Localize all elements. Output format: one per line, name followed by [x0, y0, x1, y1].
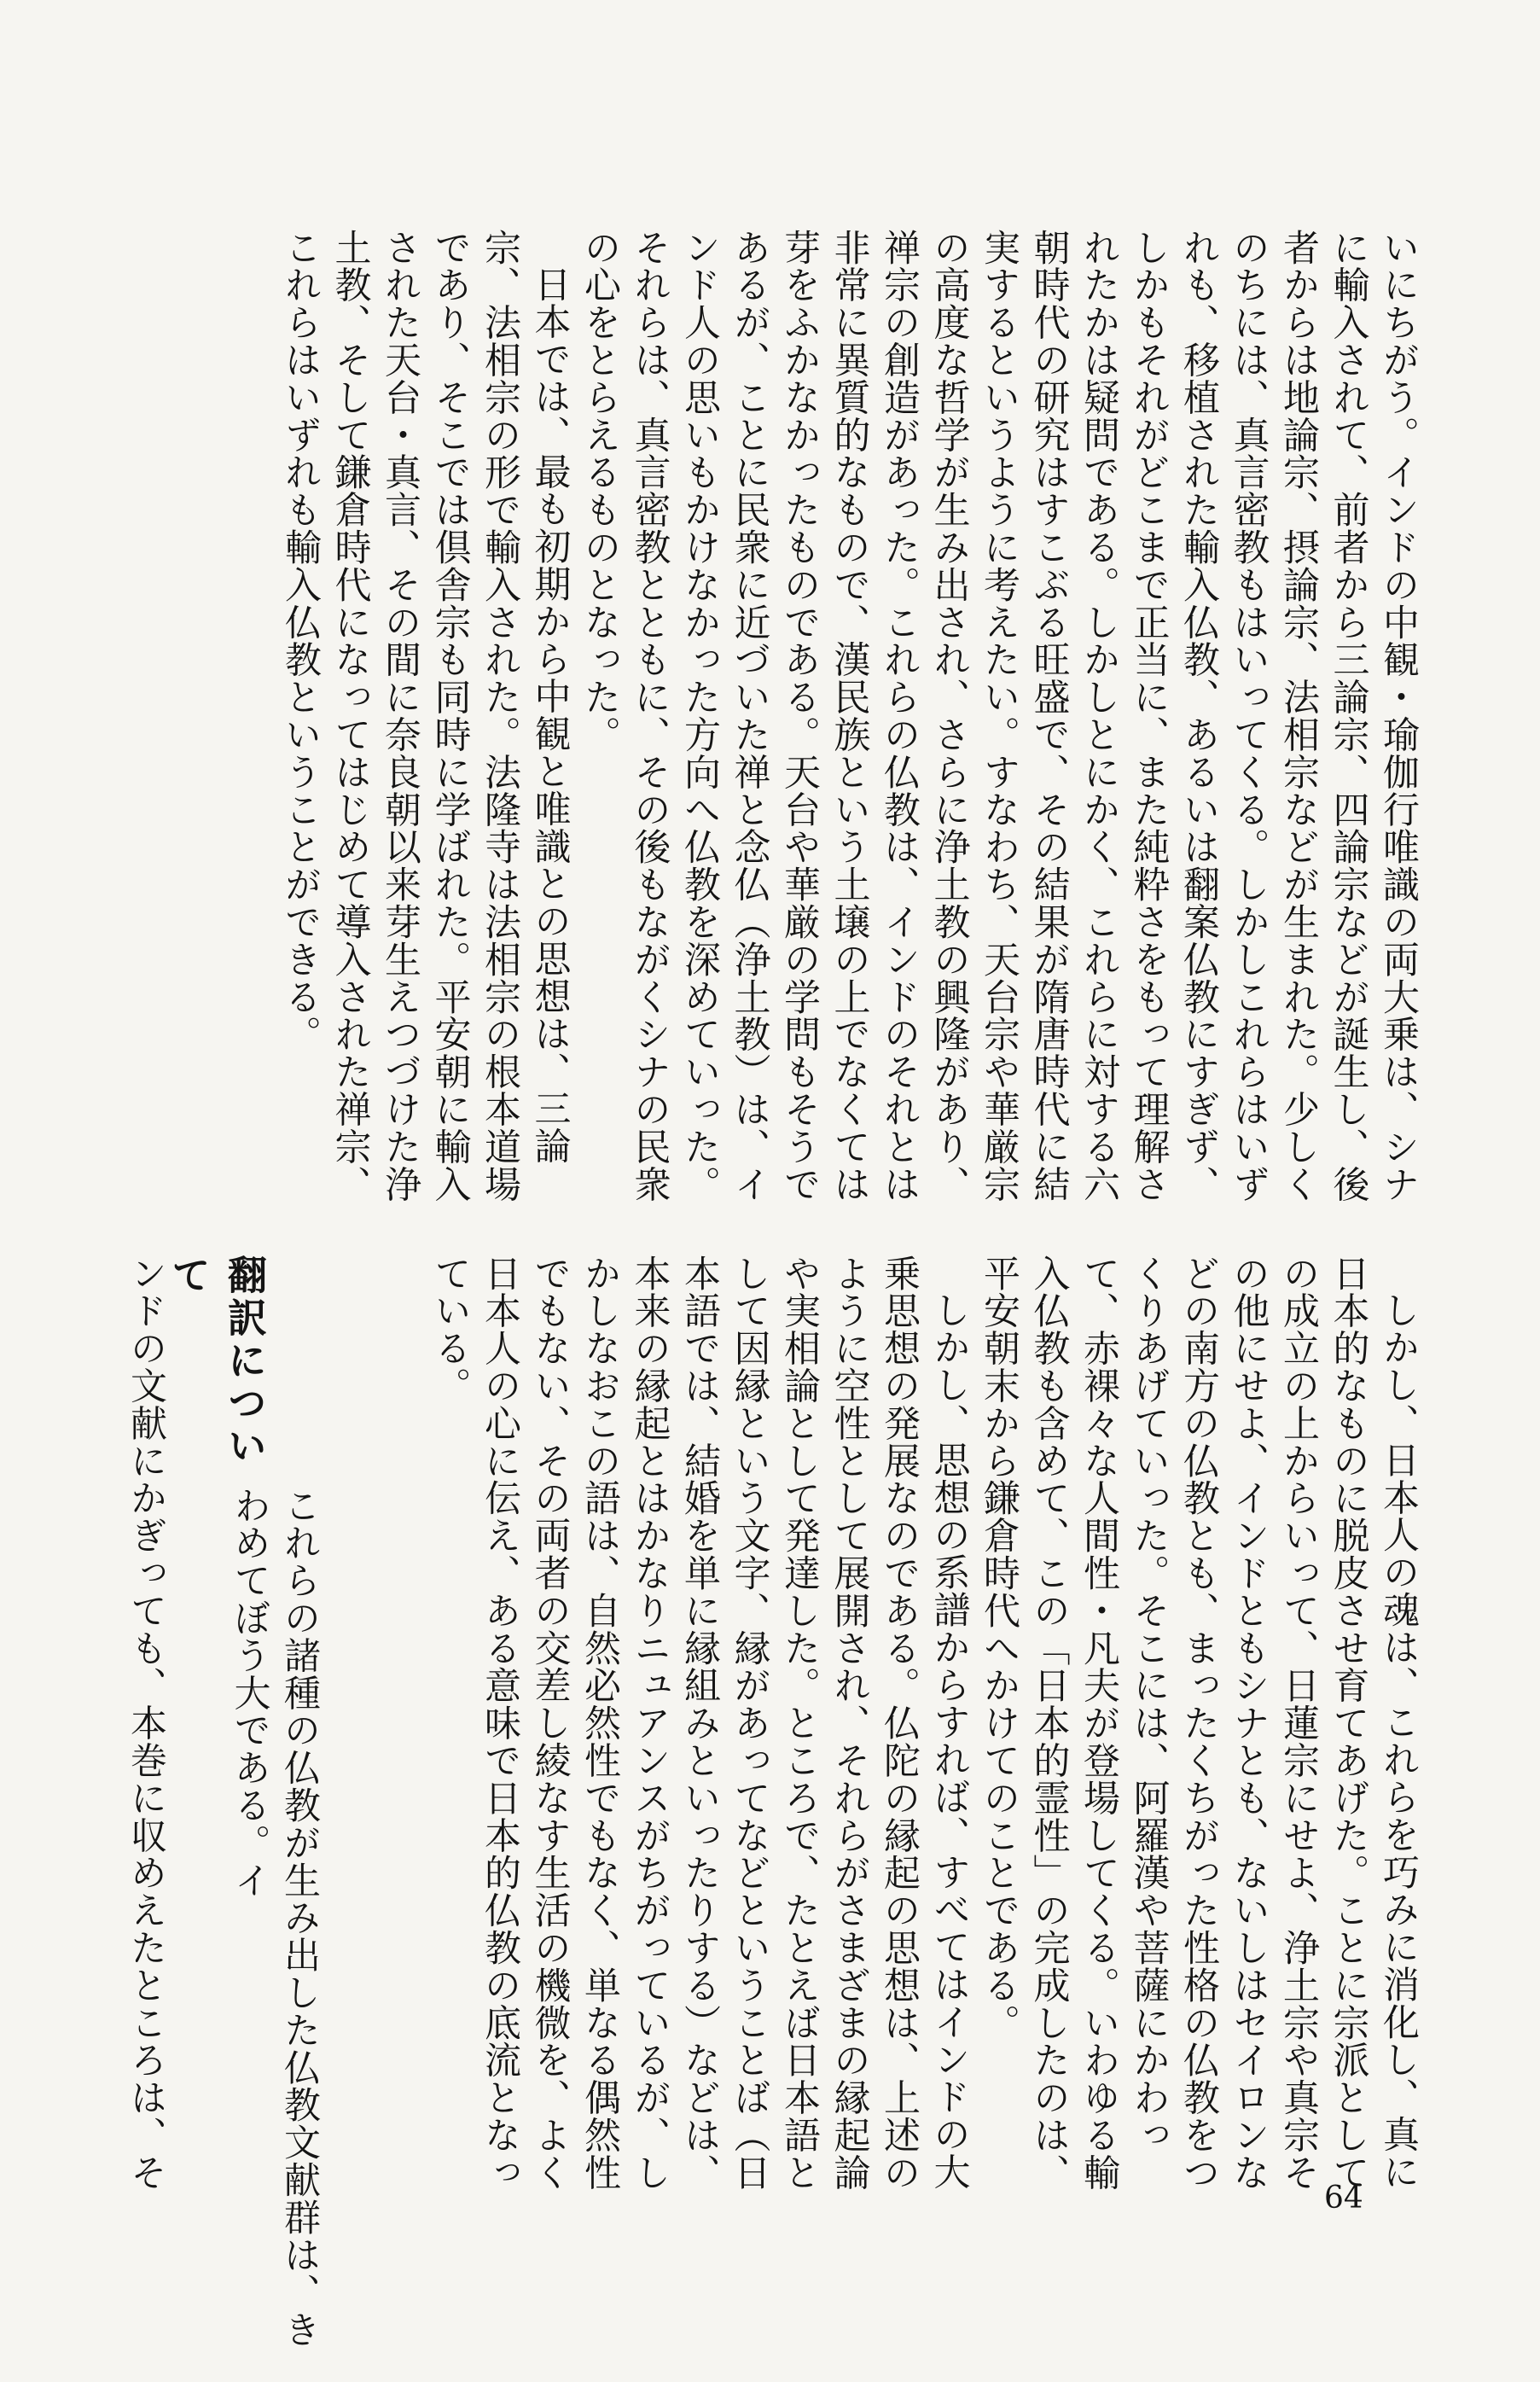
- section-heading: 翻訳について: [166, 1255, 268, 1468]
- section-text-block: [220, 1487, 324, 2374]
- top-paragraph-2: 日本では、最も初期から中観と唯識との思想は、三論宗、法相宗の形で輸入された。法隆寺は法相宗の根本道場であり、そこでは倶舎宗も同時に学ばれた。平安朝に輸入された天台・真言、その間に奈良朝以来芽生えつづけた浄土教、そして鎌倉時代になってはじめて導入された禅宗、これらはいずれも輸入仏教ということができる。: [279, 229, 572, 1203]
- section-text: これらの諸種の仏教が生み出した仏教文献群は、きわめてぼう大である。イ: [228, 1487, 321, 2349]
- bottom-text-block: [166, 1255, 1423, 2223]
- page-number: 64: [1324, 2181, 1363, 2216]
- bottom-paragraph-2: しかし、思想の系譜からすれば、すべてはインドの大乗思想の発展なのである。仏陀の縁起の思想は、上述のように空性として展開され、それらがさまざまの縁起論や実相論として発達した。ところで、たとえば日本語として因縁という文字、縁があってなどということば（日本語では、結婚を単に縁組みといったりする）などは、本来の縁起とはかなりニュアンスがちがっているが、しかしなおこの語は、自然必然性でもなく、単なる偶然性でもない、その両者の交差し綾なす生活の機微を、よく日本人の心に伝え、ある意味で日本的仏教の底流となっている。: [428, 1255, 971, 2192]
- section-text-continuation: ンドの文献にかぎっても、本巻に収めえたところは、そ: [125, 1255, 167, 2192]
- top-text-block: [143, 229, 1423, 1214]
- top-paragraph-1: いにちがう。インドの中観・瑜伽行唯識の両大乗は、シナに輸入されて、前者から三論宗、四論宗などが誕生し、後者からは地論宗、摂論宗、法相宗などが生まれた。少しくのちには、真言密教もはいってくる。しかしこれらはいずれも、移植された輸入仏教、あるいは翻案仏教にすぎず、しかもそれがどこまで正当に、また純粋さをもって理解されたかは疑問である。しかしとにかく、これらに対する六朝時代の研究はすこぶる旺盛で、その結果が隋唐時代に結実するというように考えたい。すなわち、天台宗や華厳宗の高度な哲学が生み出され、さらに浄土教の興隆があり、禅宗の創造があった。これらの仏教は、インドのそれとは非常に異質的なもので、漢民族という土壌の上でなくては芽をふかなかったものである。天台や華厳の学問もそうであるが、ことに民衆に近づいた禅と念仏（浄土教）は、インド人の思いもかけなかった方向へ仏教を深めていった。それらは、真言密教とともに、その後もながくシナの民衆の心をとらえるものとなった。: [578, 229, 1420, 1203]
- bottom-paragraph-1: しかし、日本人の魂は、これらを巧みに消化し、真に日本的なものに脱皮させ育てあげた。ことに宗派としての成立の上からいって、日蓮宗にせよ、浄土宗や真宗その他にせよ、インドともシナとも、ないしはセイロンなどの南方の仏教とも、まったくちがった性格の仏教をつくりあげていった。そこには、阿羅漢や菩薩にかわって、赤裸々な人間性・凡夫が登場してくる。いわゆる輸入仏教も含めて、この「日本的霊性」の完成したのは、平安朝末から鎌倉時代へかけてのことである。: [978, 1255, 1420, 2192]
